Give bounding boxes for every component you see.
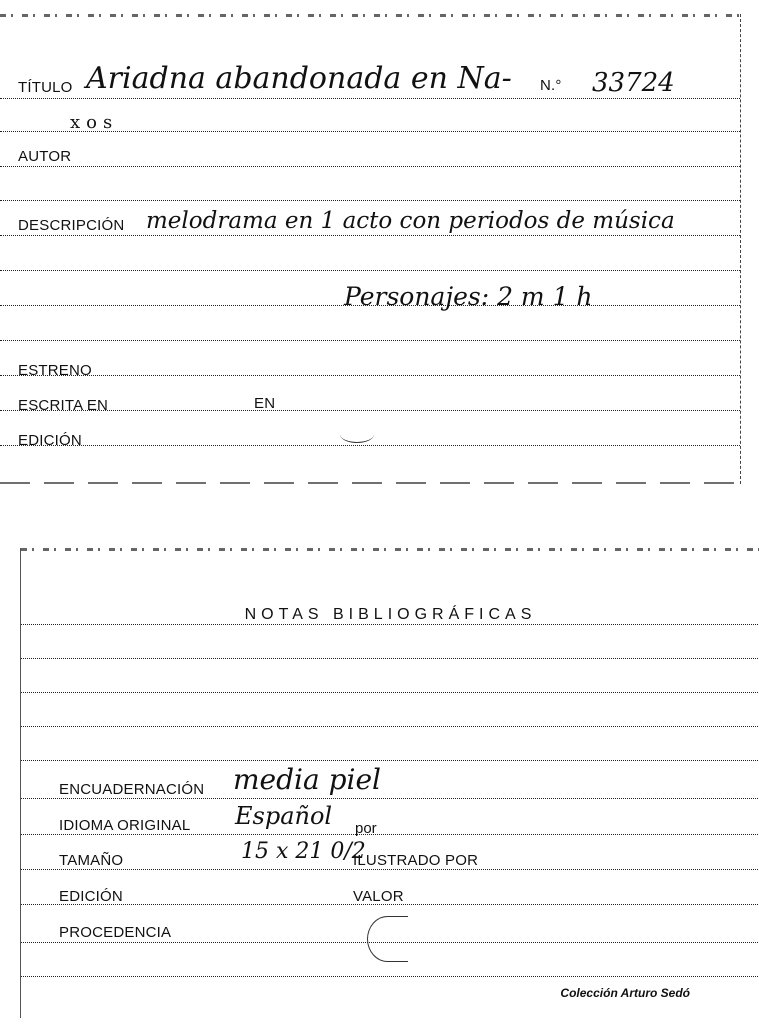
en-label: EN bbox=[254, 395, 276, 412]
personajes-value: Personajes: 2 m 1 h bbox=[344, 282, 593, 311]
edicion-label: EDICIÓN bbox=[18, 432, 82, 449]
titulo-label: TÍTULO bbox=[18, 79, 73, 96]
ilustrado-por-label: ILUSTRADO POR bbox=[353, 852, 479, 869]
rule-line bbox=[0, 445, 740, 446]
rule-line bbox=[0, 166, 740, 167]
procedencia-label: PROCEDENCIA bbox=[59, 924, 172, 941]
ink-smudge bbox=[340, 426, 374, 443]
rule-line bbox=[21, 726, 759, 727]
descripcion-label: DESCRIPCIÓN bbox=[18, 217, 125, 234]
descripcion-value: melodrama en 1 acto con periodos de música bbox=[146, 208, 675, 234]
rule-line bbox=[0, 375, 740, 376]
escrita-en-label: ESCRITA EN bbox=[18, 397, 109, 414]
rule-line bbox=[0, 98, 740, 99]
rule-line bbox=[21, 624, 759, 625]
rule-line bbox=[21, 976, 759, 977]
rule-line bbox=[21, 658, 759, 659]
card-torn-edge bbox=[21, 548, 759, 551]
rule-line bbox=[21, 834, 759, 835]
ink-smudge bbox=[367, 916, 408, 962]
por-label: por bbox=[355, 820, 377, 837]
card-torn-edge bbox=[0, 482, 740, 484]
rule-line bbox=[21, 798, 759, 799]
collection-credit: Colección Arturo Sedó bbox=[560, 986, 690, 1000]
idioma-original-value: Español bbox=[235, 802, 333, 830]
rule-line bbox=[0, 410, 740, 411]
card-torn-edge bbox=[0, 14, 740, 17]
valor-label: VALOR bbox=[353, 888, 404, 905]
catalog-card-front bbox=[0, 14, 741, 484]
encuadernacion-value: media piel bbox=[233, 763, 381, 796]
edicion-label: EDICIÓN bbox=[59, 888, 123, 905]
titulo-value: Ariadna abandonada en Na- bbox=[86, 61, 512, 96]
numero-value: 33724 bbox=[592, 68, 675, 98]
rule-line bbox=[21, 692, 759, 693]
idioma-original-label: IDIOMA ORIGINAL bbox=[59, 817, 191, 834]
rule-line bbox=[0, 270, 740, 271]
catalog-card-back bbox=[20, 548, 759, 1018]
rule-line bbox=[21, 760, 759, 761]
titulo-continuation: xos bbox=[70, 112, 119, 133]
autor-label: AUTOR bbox=[18, 148, 72, 165]
numero-label: N.° bbox=[540, 77, 562, 94]
rule-line bbox=[21, 869, 759, 870]
encuadernacion-label: ENCUADERNACIÓN bbox=[59, 781, 205, 798]
rule-line bbox=[0, 200, 740, 201]
rule-line bbox=[0, 340, 740, 341]
rule-line bbox=[0, 235, 740, 236]
tamano-value: 15 x 21 0/2 bbox=[241, 839, 366, 864]
notes-title: NOTAS BIBLIOGRÁFICAS bbox=[244, 606, 537, 623]
estreno-label: ESTRENO bbox=[18, 362, 92, 379]
tamano-label: TAMAÑO bbox=[59, 852, 124, 869]
